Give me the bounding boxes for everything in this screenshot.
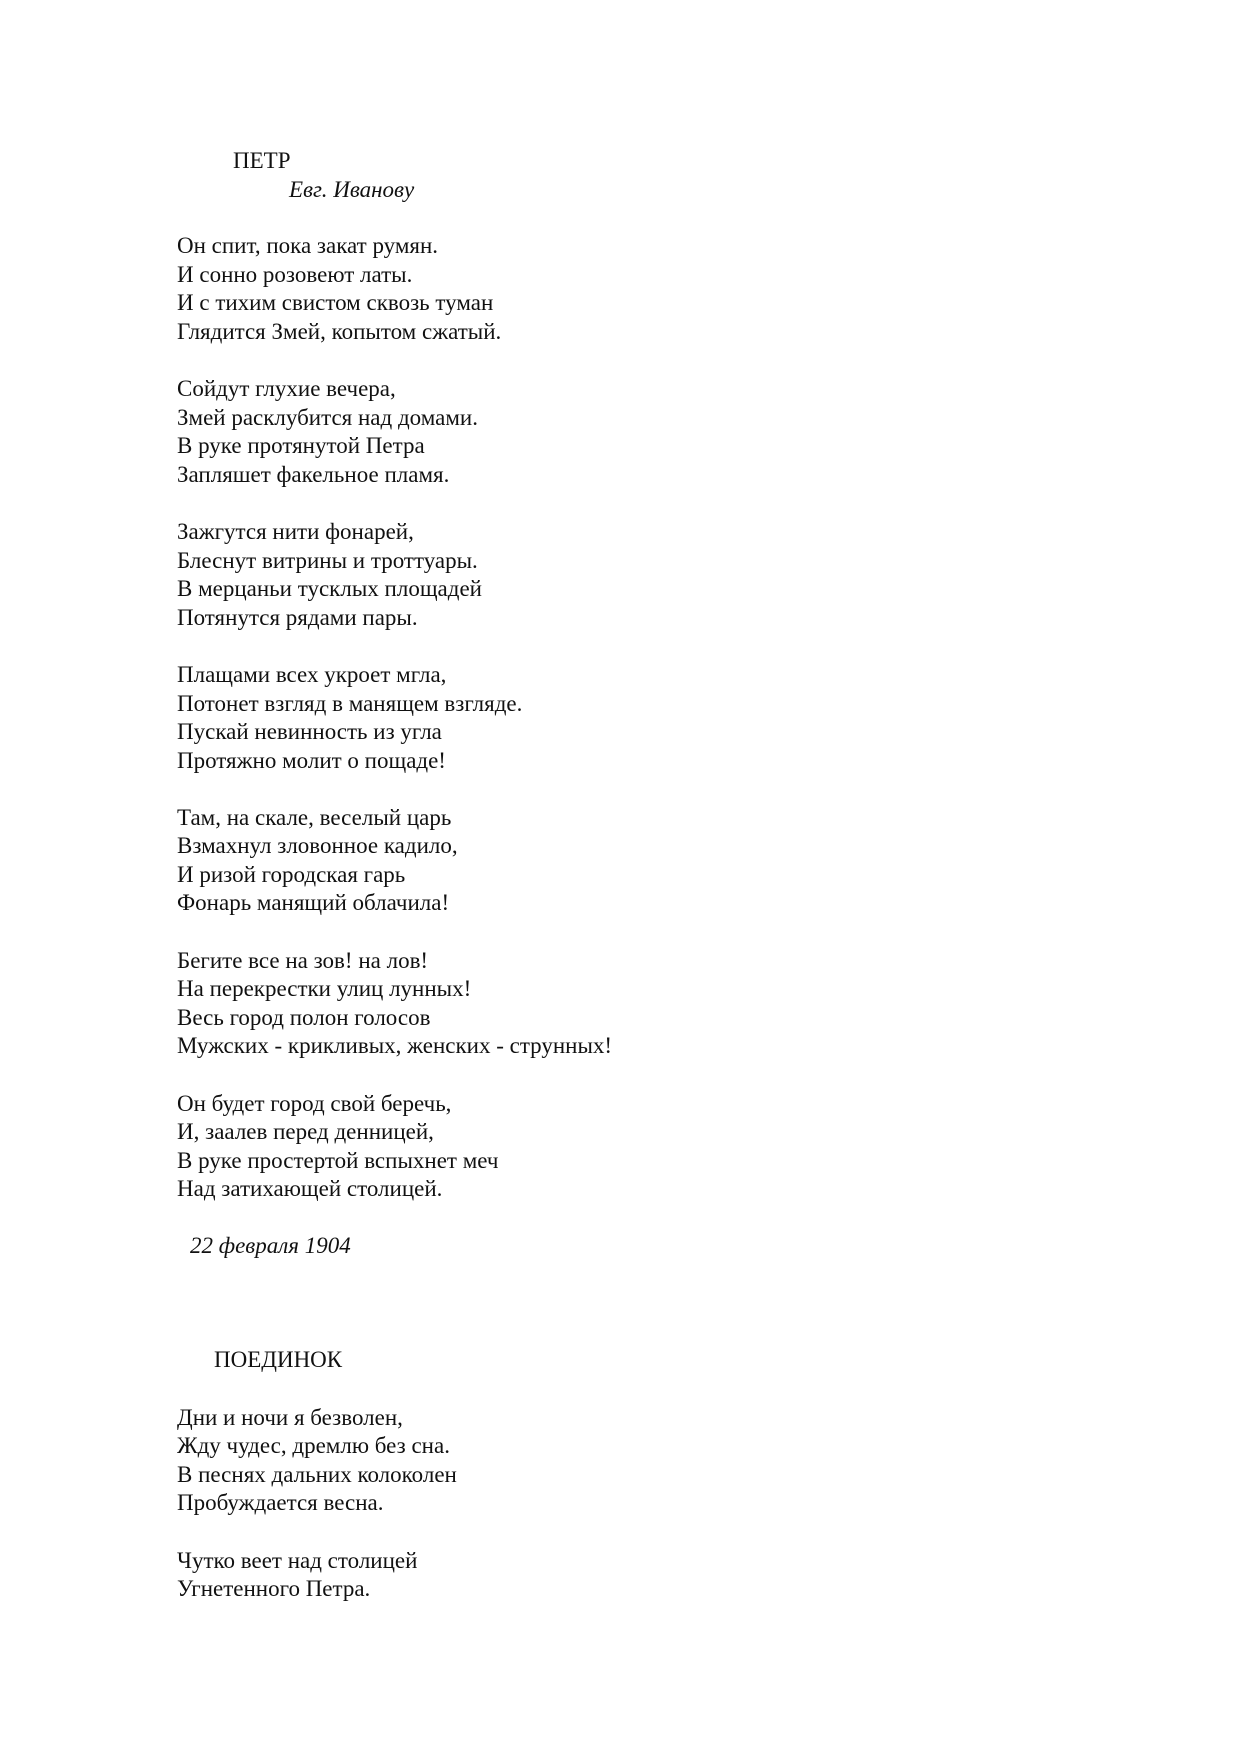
poem-line: Фонарь манящий облачила! — [177, 890, 450, 915]
poem-line: В мерцаньи тусклых площадей — [177, 576, 482, 601]
poem-line: Пускай невинность из угла — [177, 719, 442, 744]
poem-line: Он будет город свой беречь, — [177, 1091, 452, 1116]
poem-dedication: Евг. Иванову — [289, 177, 415, 202]
poem-line: Потянутся рядами пары. — [177, 605, 418, 630]
poem-line: Бегите все на зов! на лов! — [177, 948, 429, 973]
poem-line: Над затихающей столицей. — [177, 1176, 443, 1201]
poem-line: Весь город полон голосов — [177, 1005, 431, 1030]
poem-line: И сонно розовеют латы. — [177, 262, 413, 287]
poem-line: Мужских - крикливых, женских - струнных! — [177, 1033, 613, 1058]
poem-title: ПЕТР — [233, 148, 291, 173]
poem-line: Он спит, пока закат румян. — [177, 233, 439, 258]
poem-line: Там, на скале, веселый царь — [177, 805, 452, 830]
poem-line: Глядится Змей, копытом сжатый. — [177, 319, 502, 344]
poem-line: В руке простертой вспыхнет меч — [177, 1148, 499, 1173]
poem-line: В песнях дальних колоколен — [177, 1462, 457, 1487]
poem-line: На перекрестки улиц лунных! — [177, 976, 472, 1001]
poem-line: В руке протянутой Петра — [177, 433, 425, 458]
poem-line: И с тихим свистом сквозь туман — [177, 290, 494, 315]
poem-line: Змей расклубится над домами. — [177, 405, 478, 430]
poem-line: Чутко веет над столицей — [177, 1548, 418, 1573]
poem-line: Протяжно молит о пощаде! — [177, 748, 446, 773]
poem-line: И, заалев перед денницей, — [177, 1119, 434, 1144]
poem-line: Блеснут витрины и троттуары. — [177, 548, 478, 573]
poem-line: Взмахнул зловонное кадило, — [177, 833, 458, 858]
poem-line: Сойдут глухие вечера, — [177, 376, 396, 401]
poem-line: Жду чудес, дремлю без сна. — [177, 1433, 450, 1458]
poem-line: Потонет взгляд в манящем взгляде. — [177, 691, 523, 716]
poem-title: ПОЕДИНОК — [214, 1347, 343, 1372]
poem-line: Угнетенного Петра. — [177, 1576, 371, 1601]
poem-line: Плащами всех укроет мгла, — [177, 662, 447, 687]
poem-date: 22 февраля 1904 — [190, 1233, 351, 1258]
poem-line: И ризой городская гарь — [177, 862, 406, 887]
poem-line: Пробуждается весна. — [177, 1490, 384, 1515]
poem-line: Дни и ночи я безволен, — [177, 1405, 403, 1430]
poem-line: Зажгутся нити фонарей, — [177, 519, 414, 544]
poem-line: Запляшет факельное пламя. — [177, 462, 450, 487]
